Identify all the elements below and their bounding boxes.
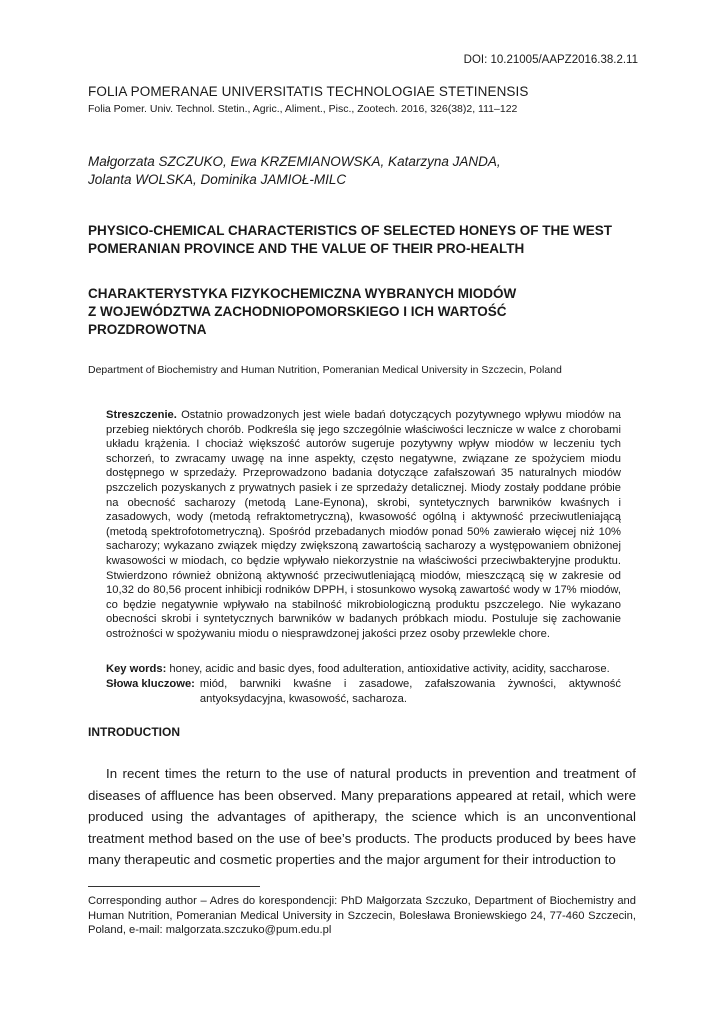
abstract	[106, 408, 621, 642]
authors	[88, 153, 501, 189]
authors-line-1: Małgorzata SZCZUKO, Ewa KRZEMIANOWSKA, Katarzyna JANDA,	[88, 154, 501, 169]
affiliation: Department of Biochemistry and Human Nutrition, Pomeranian Medical University in Szczecin, Poland	[88, 364, 562, 376]
abstract-text: Ostatnio prowadzonych jest wiele badań dotyczących pozytywnego wpływu miodów na przebieg niektórych chorób. Podkreśla się jego szczególnie właściwości lecznicze w walce z chorobami układu krążenia. I chociaż większość autorów sugeruje pozytywny wpływ miodów w leczeniu tych schorzeń, to zwracamy uwagę na inne aspekty, często negatywne, związane ze spożyciem miodu dostępnego w sprzedaży. Przeprowadzono badania dotyczące zafałszowań 35 naturalnych miodów pszczelich pozyskanych z prywatnych pasiek i ze sprzedaży detalicznej. Miody zostały poddane próbie na obecność sacharozy (metodą Lane-Eynona), skrobi, syntetycznych barwników kwaśnych i zasadowych, wody (metodą refraktometryczną), kwasowość ogólną i aktywność przeciwutleniającą (metodą spektrofotometryczną). Spośród przebadanych miodów ponad 50% zawierało więcej niż 10% sacharozy; wykazano związek między zwiększoną zawartością sacharozy a występowaniem obniżonej kwasowości w miodach, co będzie wpływało niekorzystnie na właściwości przeciwbakteryjne produktu. Stwierdzono również obniżoną aktywność przeciwutleniającą miodów, mieszczącą się w zakresie od 10,32 do 80,56 procent inhibicji rodników DPPH, i stosunkowo wysoką zawartość wody w 17% miodów, co będzie negatywnie wpływało na stabilność mikrobiologiczną produktu pszczelego. Nie wykazano obecności skrobi i syntetycznych barwników w badanych próbkach miodu. Postuluje się zachowanie ostrożności w spożywaniu miodu o niesprawdzonej jakości przez osoby przewlekle chore.	[106, 409, 622, 640]
footnote-divider	[88, 886, 260, 887]
title-polish	[88, 285, 636, 339]
keywords-polish	[106, 677, 621, 706]
section-heading-introduction: INTRODUCTION	[88, 725, 180, 739]
keywords-polish-label: Słowa kluczowe:	[106, 678, 195, 690]
journal-name: FOLIA POMERANAE UNIVERSITATIS TECHNOLOGIAE STETINENSIS	[88, 84, 529, 99]
title-english: PHYSICO-CHEMICAL CHARACTERISTICS OF SELECTED HONEYS OF THE WEST POMERANIAN PROVINCE AND THE VALUE OF THEIR PRO-HEALTH	[88, 223, 613, 256]
keywords-english-label: Key words:	[106, 663, 167, 675]
introduction-paragraph: In recent times the return to the use of natural products in prevention and treatment of diseases of affluence has been observed. Many preparations appeared at retail, which were produced using the advantages of apitherapy, the science which is an unconventional treatment method based on the use of bee’s products. The products produced by bees have many therapeutic and cosmetic properties and the major argument for their introduction to	[88, 766, 636, 867]
footnote-corresponding-author: Corresponding author – Adres do korespondencji: PhD Małgorzata Szczuko, Department of Biochemistry and Human Nutrition, Pomeranian Medical University in Szczecin, Bolesława Broniewskiego 24, 77-460 Szczecin, Poland, e-mail: malgorzata.szczuko@pum.edu.pl	[88, 895, 636, 937]
keywords-english-text: honey, acidic and basic dyes, food adulteration, antioxidative activity, acidity, saccharose.	[169, 663, 610, 675]
title-polish-line-2: Z WOJEWÓDZTWA ZACHODNIOPOMORSKIEGO I ICH WARTOŚĆ	[88, 304, 507, 319]
journal-citation: Folia Pomer. Univ. Technol. Stetin., Agric., Aliment., Pisc., Zootech. 2016, 326(38)2, 111–122	[88, 103, 518, 115]
abstract-label: Streszczenie.	[106, 409, 177, 421]
title-polish-line-3: PROZDROWOTNA	[88, 322, 207, 337]
title-polish-line-1: CHARAKTERYSTYKA FIZYKOCHEMICZNA WYBRANYCH MIODÓW	[88, 286, 517, 301]
keywords-polish-text: miód, barwniki kwaśne i zasadowe, zafałszowania żywności, aktywność antyoksydacyjna, kwasowość, sacharoza.	[199, 678, 621, 705]
keywords-english	[106, 662, 621, 677]
doi: DOI: 10.21005/AAPZ2016.38.2.11	[463, 54, 638, 66]
authors-line-2: Jolanta WOLSKA, Dominika JAMIOŁ-MILC	[88, 172, 347, 187]
